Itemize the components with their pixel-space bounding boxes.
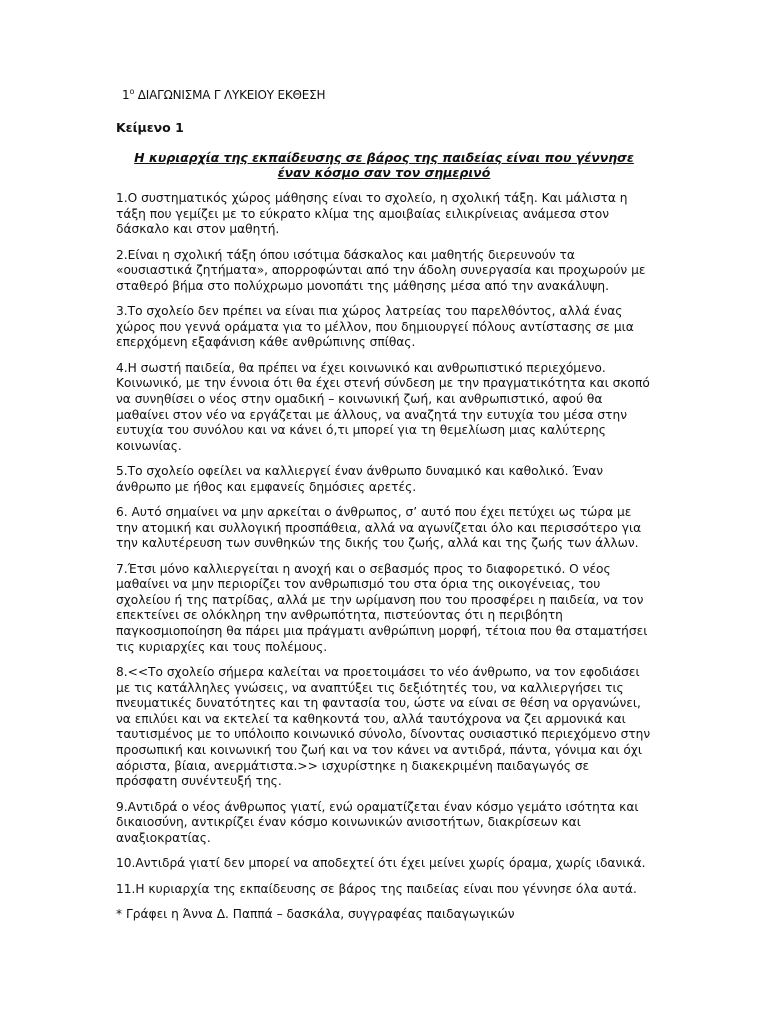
author-credit: * Γράφει η Άννα Δ. Παππά – δασκάλα, συγγραφέας παιδαγωγικών <box>116 906 515 921</box>
paragraph-7: 7.Έτσι μόνο καλλιεργείται η ανοχή και ο σεβασμός προς το διαφορετικό. Ο νέος μαθαίνει να μην περιορίζει τον ανθρωπισμό του στα όρια της οικογένειας, του σχολείου ή της πατρίδας, αλλά με την ωρίμανση που του προσφέρει η παιδεία, να τον επεκτείνει σε ολόκληρη την ανθρωπότητα, πιστεύοντας ότι η περιβόητη παγκοσμιοποίηση θα πάρει μια πράγματι ανθρώπινη μορφή, τέτοια που θα σταματήσει τις κυριαρχίες και τους πολέμους. <box>116 561 648 654</box>
paragraph-3: 3.Το σχολείο δεν πρέπει να είναι πια χώρος λατρείας του παρελθόντος, αλλά ένας χώρος που γεννά οράματα για το μέλλον, που δημιουργεί πόλους αντίστασης σε μια επερχόμενη εξαφάνιση κάθε ανθρώπινης σπίθας. <box>116 304 634 350</box>
paragraph-1: 1.Ο συστηματικός χώρος μάθησης είναι το σχολείο, η σχολική τάξη. Και μάλιστα η τάξη που γεμίζει με το εύκρατο κλίμα της αμοιβαίας ειλικρίνειας ανάμεσα στον δάσκαλο και στον μαθητή. <box>116 191 628 237</box>
article-title-line-2: έναν κόσμο σαν τον σημερινό <box>277 165 491 180</box>
section-label: Κείμενο 1 <box>116 120 184 135</box>
article-body <box>116 191 652 932</box>
paragraph-8: 8.<<Το σχολείο σήμερα καλείται να προετοιμάσει το νέο άνθρωπο, να τον εφοδιάσει με τις κατάλληλες γνώσεις, να αναπτύξει τις δεξιότητές του, να καλλιεργήσει τις πνευματικές δυνατότητες και τη φαντασία του, ώστε να είναι σε θέση να οργανώνει, να επιλύει και να εκτελεί τα καθηκοντά του, αλλά ταυτόχρονα να ζει αρμονικά και ταυτισμένος με το υπόλοιπο κοινωνικό σύνολο, δίνοντας ουσιαστικό περιεχόμενο στην προσωπική και κοινωνική του ζωή και να τον κάνει να αντιδρά, πάντα, γόνιμα και όχι αόριστα, βίαια, ανερμάτιστα.>> ισχυρίστηκε η διακεκριμένη παιδαγωγός σε πρόσφατη συνέντευξή της. <box>116 665 651 789</box>
paragraph-4: 4.Η σωστή παιδεία, θα πρέπει να έχει κοινωνικό και ανθρωπιστικό περιεχόμενο. Κοινωνικό, με την έννοια ότι θα έχει στενή σύνδεση με την πραγματικότητα και σκοπό να συνηθίσει ο νέος στην ομαδική – κοινωνική ζωή, και ανθρωπιστικό, αφού θα μαθαίνει στον νέο να εργάζεται με άλλους, να αναζητά την ευτυχία του μέσα στην ευτυχία του συνόλου και να κάνει ό,τι μπορεί για τη θεμελίωση μιας καλύτερης κοινωνίας. <box>116 360 650 453</box>
paragraph-10: 10.Αντιδρά γιατί δεν μπορεί να αποδεχτεί ότι έχει μείνει χωρίς όραμα, χωρίς ιδανικά. <box>116 856 646 871</box>
paragraph-6: 6. Αυτό σημαίνει να μην αρκείται ο άνθρωπος, σ’ αυτό που έχει πετύχει ως τώρα με την ατομική και συλλογική προσπάθεια, αλλά να αγωνίζεται όλο και περισσότερο για την καλυτέρευση των συνθηκών της δικής του ζωής, αλλά και της ζωής των άλλων. <box>116 505 642 551</box>
header-superscript: ο <box>129 87 135 96</box>
paragraph-11: 11.Η κυριαρχία της εκπαίδευσης σε βάρος της παιδείας είναι που γέννησε όλα αυτά. <box>116 881 637 896</box>
paragraph-2: 2.Είναι η σχολική τάξη όπου ισότιμα δάσκαλος και μαθητής διερευνούν τα «ουσιαστικά ζητήματα», απορροφώνται από την άδολη συνεργασία και προχωρούν με σταθερό βήμα στο πολύχρωμο μονοπάτι της μάθησης μέσα από την ανακάλυψη. <box>116 247 646 293</box>
header-number: 1 <box>122 88 130 102</box>
paragraph-9: 9.Αντιδρά ο νέος άνθρωπος γιατί, ενώ οραματίζεται έναν κόσμο γεμάτο ισότητα και δικαιοσύνη, αντικρίζει έναν κόσμο κοινωνικών ανισοτήτων, διακρίσεων και αναξιοκρατίας. <box>116 799 639 845</box>
header-text: ΔΙΑΓΩΝΙΣΜΑ Γ ΛΥΚΕΙΟΥ ΕΚΘΕΣΗ <box>134 88 326 102</box>
article-title <box>116 150 652 180</box>
article-title-line-1: Η κυριαρχία της εκπαίδευσης σε βάρος της παιδείας είναι που γέννησε <box>134 150 634 165</box>
exam-header <box>122 88 325 102</box>
paragraph-5: 5.Το σχολείο οφείλει να καλλιεργεί έναν άνθρωπο δυναμικό και καθολικό. Έναν άνθρωπο με ήθος και εμφανείς δημόσιες αρετές. <box>116 464 604 494</box>
